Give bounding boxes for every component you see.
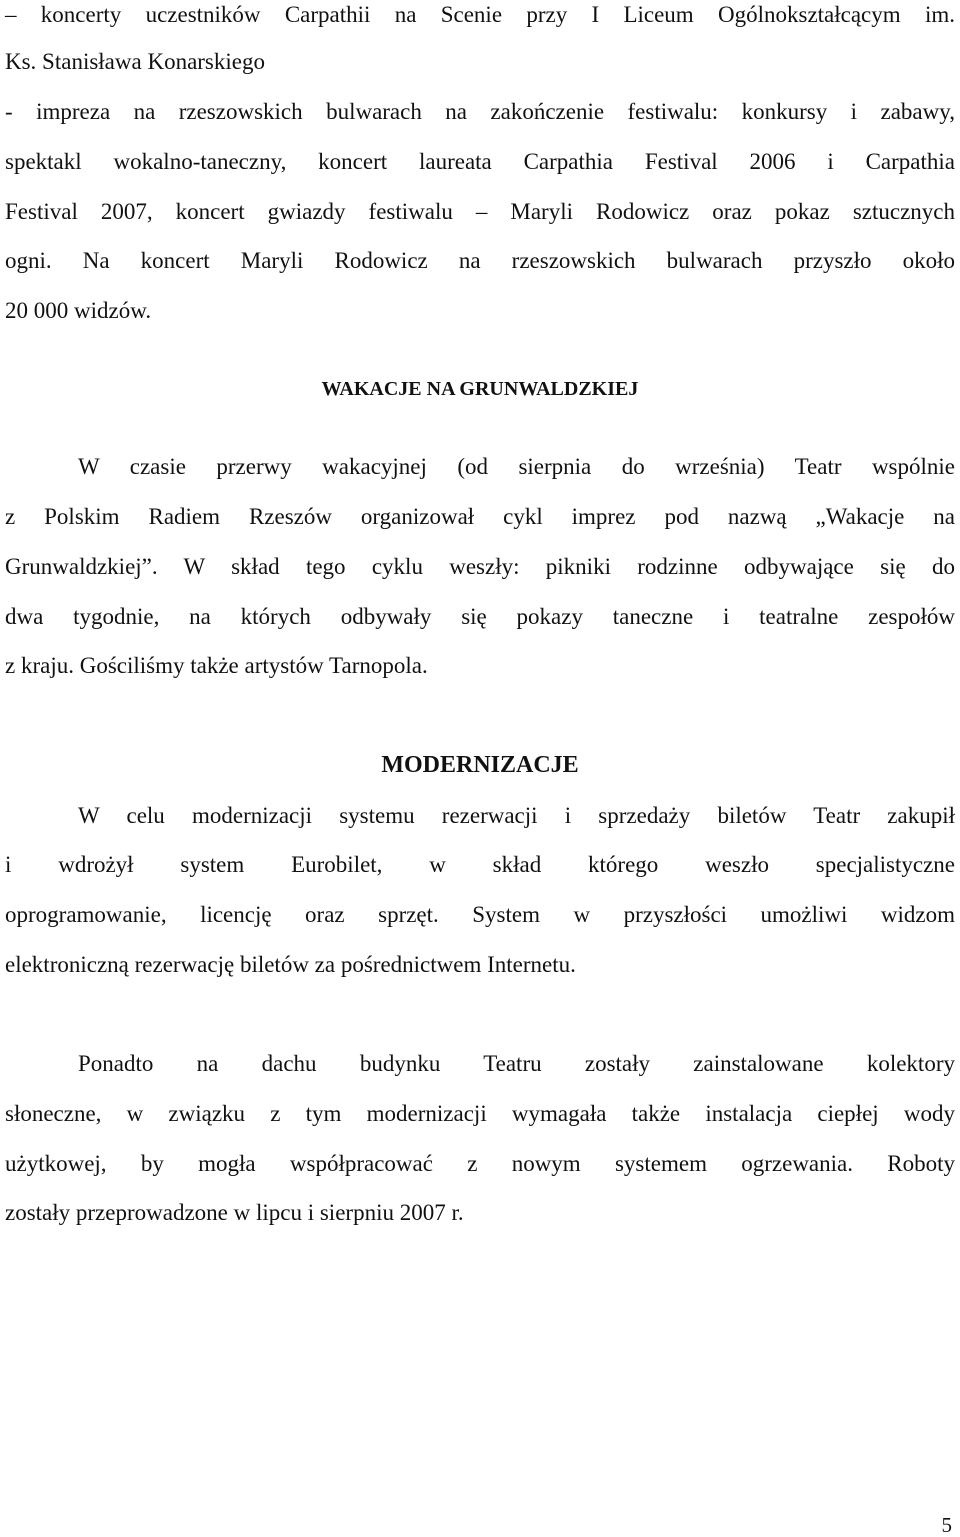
text-line: - impreza na rzeszowskich bulwarach na zakończenie festiwalu: konkursy i zabawy, bbox=[5, 99, 955, 124]
text-line: i wdrożył system Eurobilet, w skład którego weszło specjalistyczne bbox=[5, 852, 955, 877]
text-line: elektroniczną rezerwację biletów za pośrednictwem Internetu. bbox=[5, 952, 576, 977]
text-line: z kraju. Gościliśmy także artystów Tarnopola. bbox=[5, 653, 428, 678]
text-line: ogni. Na koncert Maryli Rodowicz na rzeszowskich bulwarach przyszło około bbox=[5, 248, 955, 273]
text-line: Festival 2007, koncert gwiazdy festiwalu – Maryli Rodowicz oraz pokaz sztucznych bbox=[5, 199, 955, 224]
text-line: użytkowej, by mogła współpracować z nowym systemem ogrzewania. Roboty bbox=[5, 1151, 955, 1176]
text-line: z Polskim Radiem Rzeszów organizował cykl imprez pod nazwą „Wakacje na bbox=[5, 504, 955, 529]
page-number: 5 bbox=[941, 1513, 952, 1537]
text-line: słoneczne, w związku z tym modernizacji wymagała także instalacja ciepłej wody bbox=[5, 1101, 955, 1126]
text-line: oprogramowanie, licencję oraz sprzęt. System w przyszłości umożliwi widzom bbox=[5, 902, 955, 927]
text-line: W czasie przerwy wakacyjnej (od sierpnia do września) Teatr wspólnie bbox=[78, 454, 955, 479]
text-line: dwa tygodnie, na których odbywały się pokazy taneczne i teatralne zespołów bbox=[5, 604, 955, 629]
text-line: Grunwaldzkiej”. W skład tego cyklu weszły: pikniki rodzinne odbywające się do bbox=[5, 554, 955, 579]
text-line: 20 000 widzów. bbox=[5, 298, 152, 323]
text-line: spektakl wokalno-taneczny, koncert laureata Carpathia Festival 2006 i Carpathia bbox=[5, 149, 955, 174]
section-heading-wakacje: WAKACJE NA GRUNWALDZKIEJ bbox=[321, 378, 639, 400]
text-line: Ks. Stanisława Konarskiego bbox=[5, 49, 265, 74]
text-line: zostały przeprowadzone w lipcu i sierpniu 2007 r. bbox=[5, 1200, 464, 1225]
text-line: Ponadto na dachu budynku Teatru zostały zainstalowane kolektory bbox=[78, 1051, 955, 1076]
text-line: W celu modernizacji systemu rezerwacji i sprzedaży biletów Teatr zakupił bbox=[78, 803, 955, 828]
text-line: – koncerty uczestników Carpathii na Scenie przy I Liceum Ogólnokształcącym im. bbox=[5, 2, 955, 27]
section-heading-modernizacje: MODERNIZACJE bbox=[381, 752, 579, 778]
